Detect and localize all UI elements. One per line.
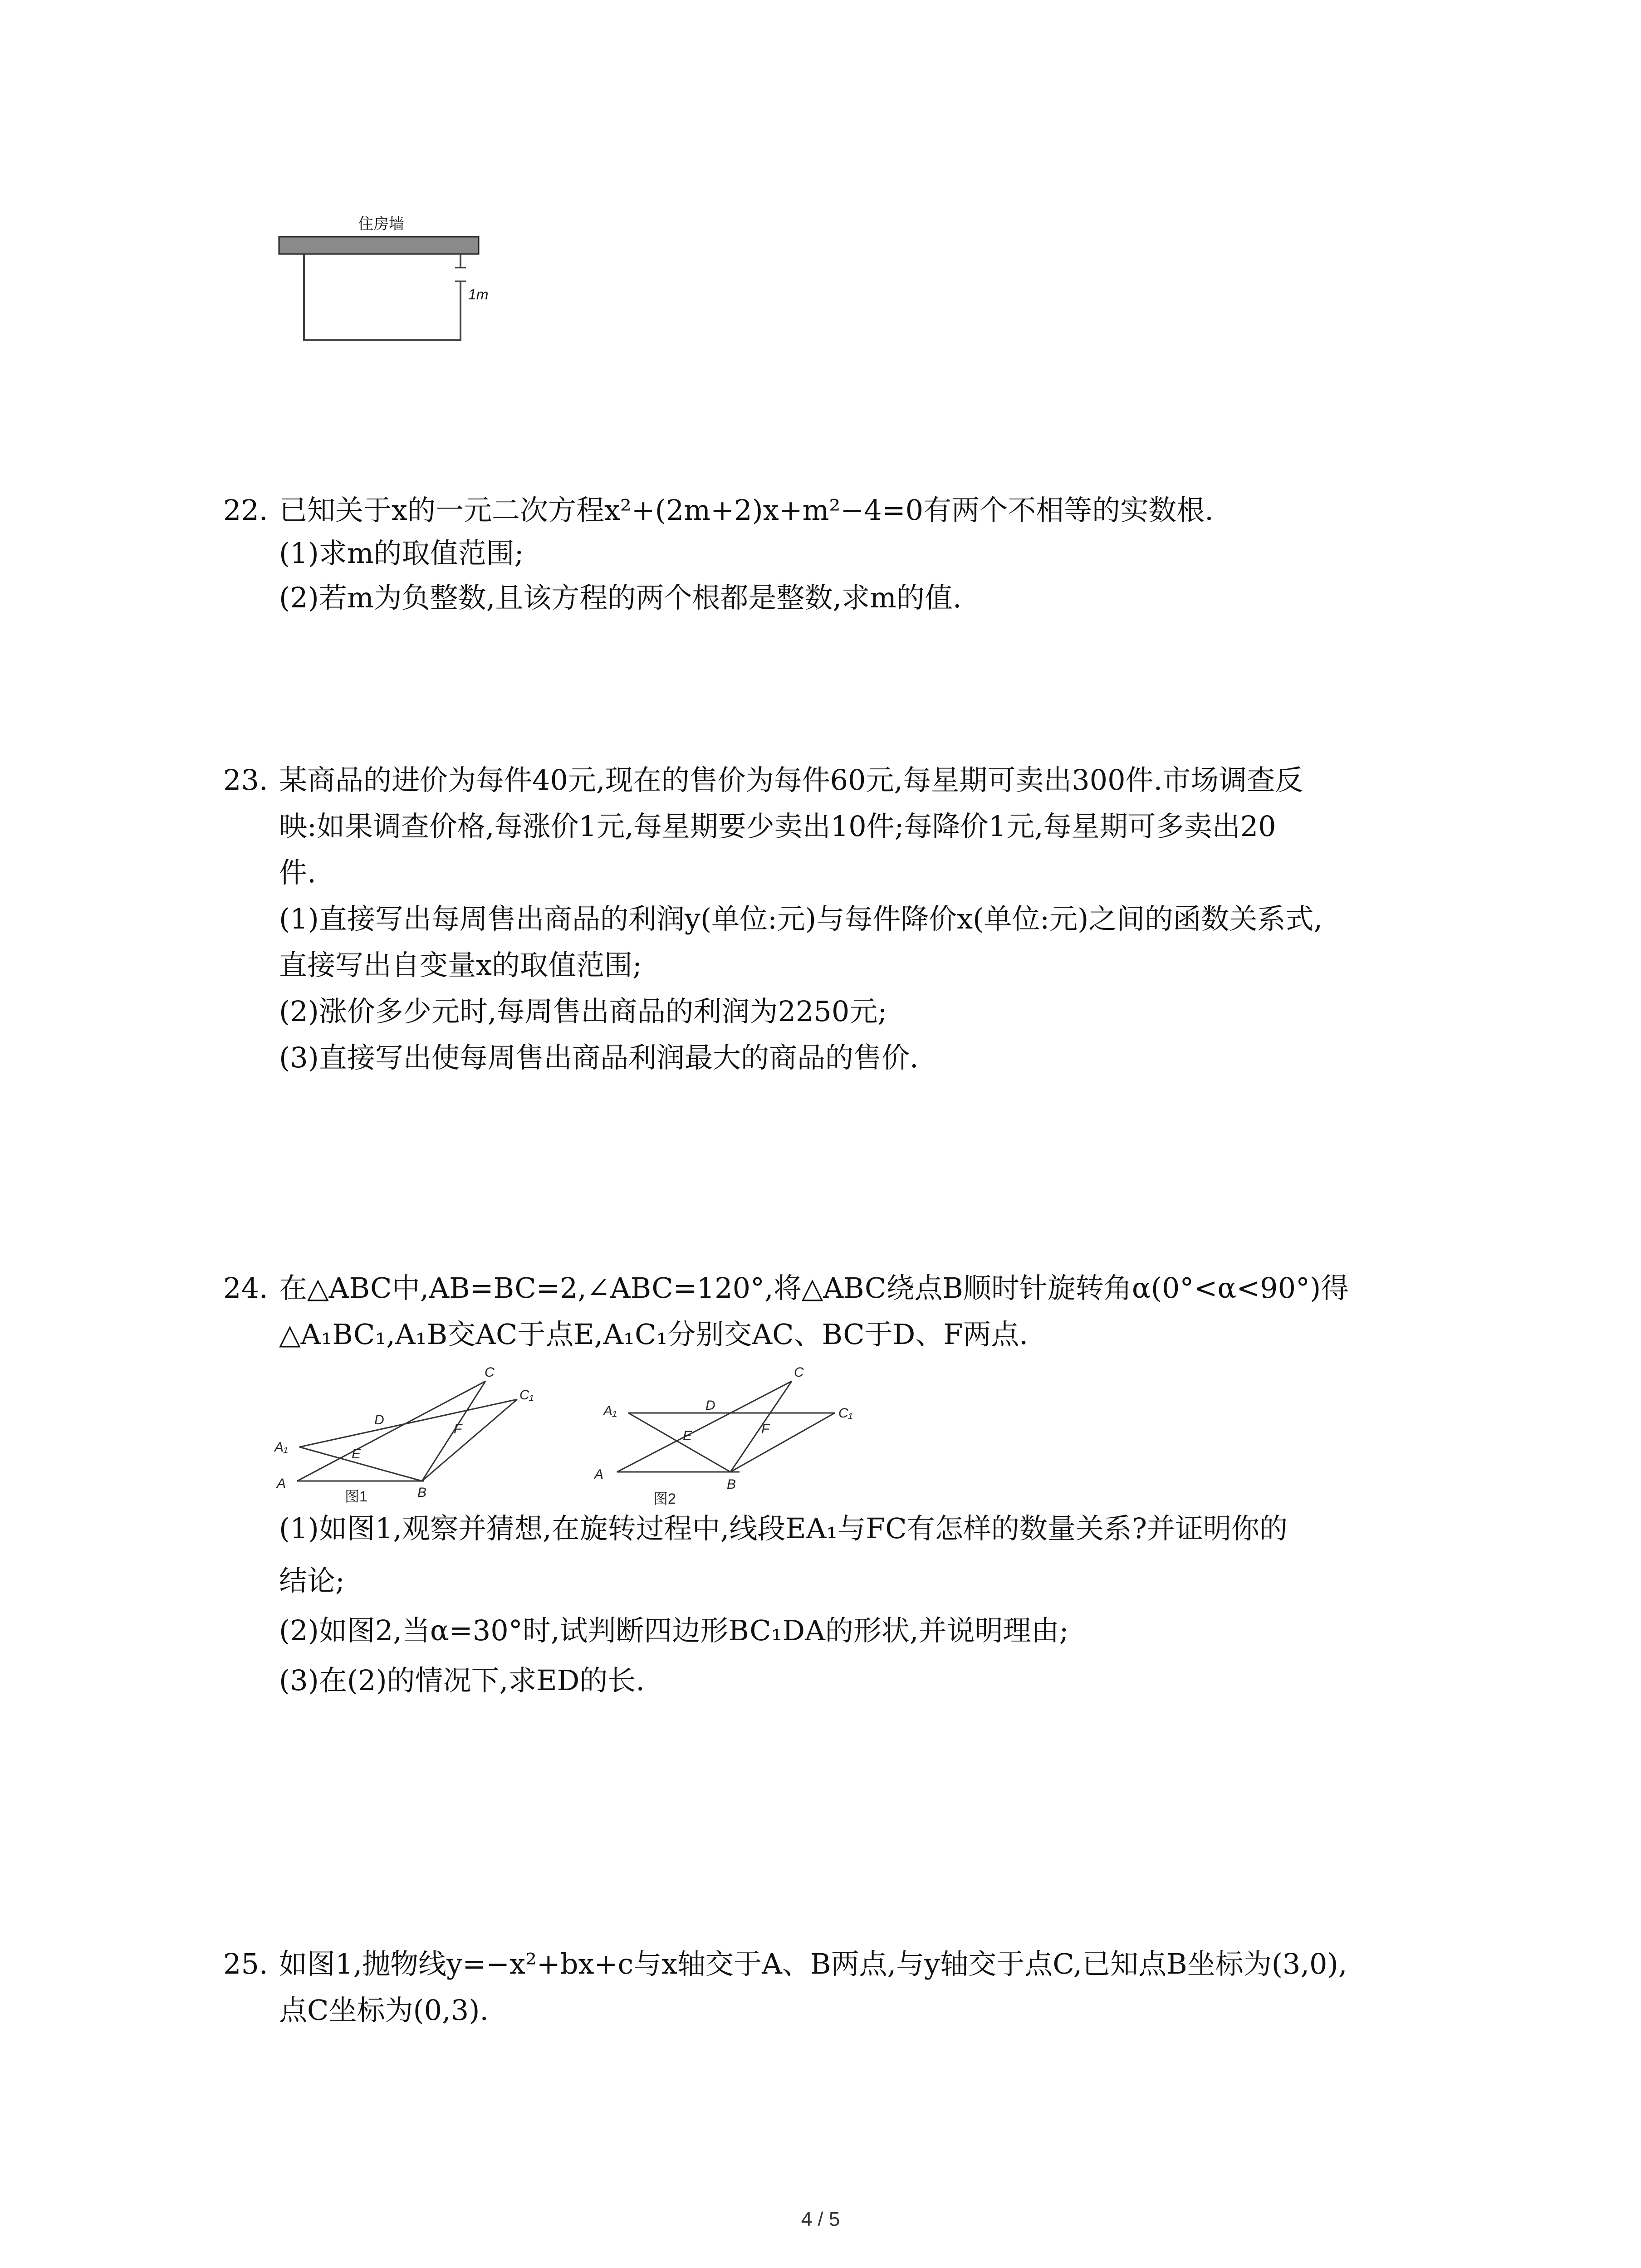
fig2-label-b: B — [727, 1477, 736, 1492]
q22-number: 22. — [223, 494, 268, 527]
q25-stem-line2: 点C坐标为(0,3). — [279, 1994, 489, 2027]
fig2-label-c1: C₁ — [838, 1406, 853, 1421]
fence-diagram — [272, 213, 508, 345]
q23-part3: (3)直接写出使每周售出商品利润最大的商品的售价. — [279, 1041, 919, 1074]
q23-stem-line1: 某商品的进价为每件40元,现在的售价为每件60元,每星期可卖出300件.市场调查反 — [279, 763, 1303, 797]
q24-number: 24. — [223, 1271, 268, 1305]
fig2-label-c: C — [794, 1365, 804, 1380]
q24-part1-line1: (1)如图1,观察并猜想,在旋转过程中,线段EA₁与FC有怎样的数量关系?并证明你的 — [279, 1512, 1288, 1545]
q22-part2: (2)若m为负整数,且该方程的两个根都是整数,求m的值. — [279, 581, 962, 614]
q23-number: 23. — [223, 763, 268, 797]
q24-part2: (2)如图2,当α=30°时,试判断四边形BC₁DA的形状,并说明理由; — [279, 1614, 1069, 1647]
q22-part1: (1)求m的取值范围; — [279, 537, 524, 570]
q23-part1-line1: (1)直接写出每周售出商品的利润y(单位:元)与每件降价x(单位:元)之间的函数关系式, — [279, 902, 1323, 935]
fig2-label-d: D — [705, 1398, 715, 1413]
q25-number: 25. — [223, 1947, 268, 1980]
figure-2 — [594, 1356, 876, 1520]
q25-stem-line1: 如图1,抛物线y=−x²+bx+c与x轴交于A、B两点,与y轴交于点C,已知点B坐标为(3,0), — [279, 1947, 1347, 1980]
q23-part2: (2)涨价多少元时,每周售出商品的利润为2250元; — [279, 995, 887, 1028]
gate-width-label: 1m — [468, 286, 489, 303]
fig2-label-e: E — [683, 1428, 692, 1443]
fig1-label-e: E — [352, 1447, 361, 1461]
fig2-label-a1: A₁ — [603, 1403, 617, 1418]
house-wall — [279, 237, 479, 254]
fig2-label-f: F — [761, 1422, 770, 1437]
fence-outline — [304, 254, 460, 340]
q22-stem: 已知关于x的一元二次方程x²+(2m+2)x+m²−4=0有两个不相等的实数根. — [279, 494, 1214, 527]
fig1-caption: 图1 — [345, 1488, 367, 1505]
fig1-label-d: D — [374, 1413, 384, 1427]
fig1-label-f: F — [454, 1422, 462, 1437]
figure-1 — [272, 1356, 554, 1515]
fig1-label-b: B — [417, 1485, 427, 1500]
fig1-label-c1: C₁ — [519, 1388, 534, 1403]
q23-stem-line3: 件. — [279, 856, 316, 889]
fig1-label-c: C — [485, 1365, 495, 1380]
q24-part1-line2: 结论; — [279, 1564, 345, 1597]
fig2-label-a: A — [594, 1467, 604, 1482]
wall-label: 住房墙 — [358, 215, 404, 233]
fig1-label-a: A — [277, 1476, 286, 1491]
q24-stem-line2: △A₁BC₁,A₁B交AC于点E,A₁C₁分别交AC、BC于D、F两点. — [279, 1318, 1029, 1351]
q24-stem-line1: 在△ABC中,AB=BC=2,∠ABC=120°,将△ABC绕点B顺时针旋转角α(0°<α<90°)得 — [279, 1271, 1349, 1305]
fig2-caption: 图2 — [653, 1491, 676, 1507]
q24-part3: (3)在(2)的情况下,求ED的长. — [279, 1664, 645, 1697]
q23-part1-line2: 直接写出自变量x的取值范围; — [279, 948, 642, 982]
page-number: 4 / 5 — [801, 2208, 840, 2230]
q23-stem-line2: 映:如果调查价格,每涨价1元,每星期要少卖出10件;每降价1元,每星期可多卖出20 — [279, 810, 1276, 843]
fig1-label-a1: A₁ — [274, 1440, 288, 1455]
